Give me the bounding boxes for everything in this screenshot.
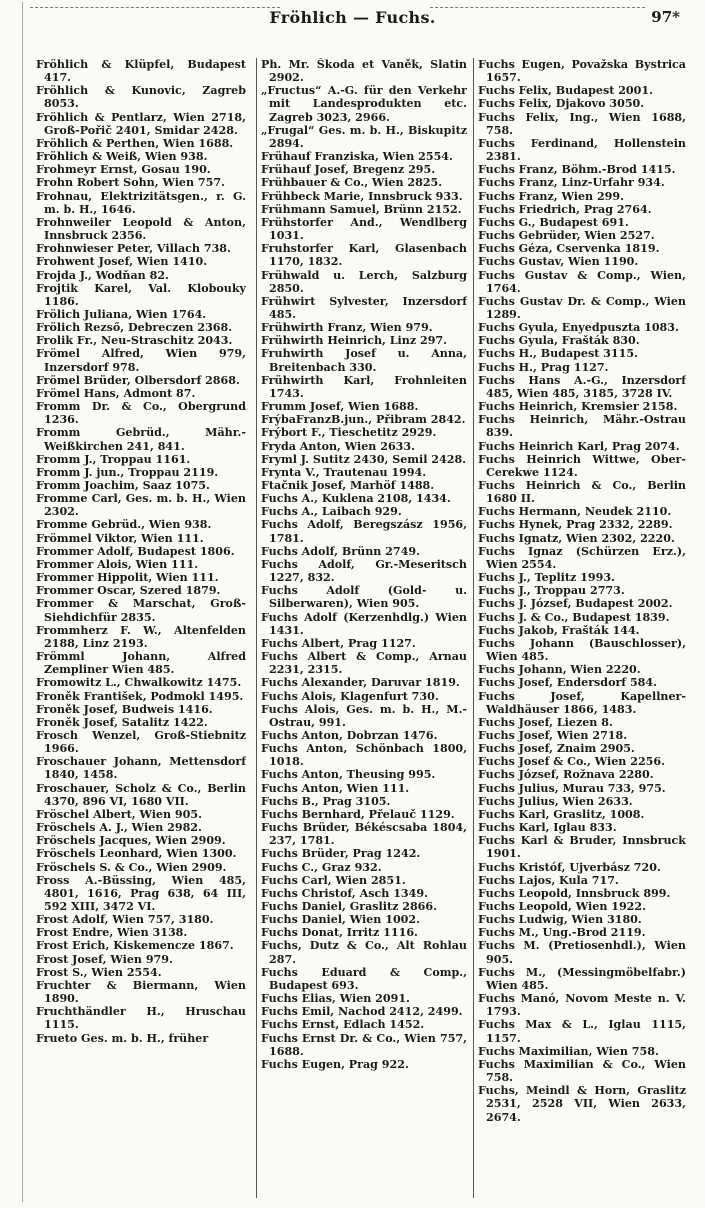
directory-entry: Fromm Gebrüd., Mähr.-Weißkirchen 241, 841.	[36, 426, 246, 453]
directory-entry: Fuchs Anton, Schönbach 1800, 1018.	[261, 742, 467, 769]
directory-entry: „Fructus“ A.-G. für den Verkehr mit Landesprodukten etc. Zagreb 3023, 2966.	[261, 84, 467, 124]
directory-entry: Fuchs Felix, Ing., Wien 1688, 758.	[478, 110, 686, 137]
directory-entry: Frueto Ges. m. b. H., früher	[36, 1031, 209, 1045]
directory-entry: Fuchs Adolf (Gold- u. Silberwaren), Wien 905.	[261, 584, 467, 611]
directory-entry: Fuchs Josef, Znaim 2905.	[478, 742, 635, 756]
directory-entry: Froschauer Johann, Mettensdorf 1840, 1458.	[36, 755, 246, 782]
directory-entry: Frühauf Franziska, Wien 2554.	[261, 150, 453, 164]
directory-entry: Fuchs B., Prag 3105.	[261, 794, 391, 808]
directory-entry: Fromm Dr. & Co., Obergrund 1236.	[36, 400, 246, 427]
directory-entry: Frynta V., Trautenau 1994.	[261, 465, 427, 479]
directory-entry: Fuchs Adolf, Beregszász 1956, 1781.	[261, 518, 467, 545]
directory-entry: Frömel Brüder, Olbersdorf 2868.	[36, 373, 240, 387]
directory-entry: Frühauf Josef, Bregenz 295.	[261, 163, 436, 177]
page-header	[0, 0, 705, 40]
directory-entry: Fuchs Christof, Asch 1349.	[261, 886, 428, 900]
directory-entry: Frühbauer & Co., Wien 2825.	[261, 176, 443, 190]
directory-entry: Fromowitz L., Chwalkowitz 1475.	[36, 676, 242, 690]
directory-entry: Fröschels A. J., Wien 2982.	[36, 821, 202, 835]
directory-entry: Fuchs Franz, Wien 299.	[478, 189, 624, 203]
directory-entry: Fuchs Karl, Iglau 833.	[478, 821, 617, 835]
directory-entry: Fuchs Max & L., Iglau 1115, 1157.	[478, 1018, 686, 1045]
directory-entry: Frömel Hans, Admont 87.	[36, 386, 196, 400]
directory-entry: Fuchs Heinrich Karl, Prag 2074.	[478, 439, 680, 453]
directory-entry: Fuchs A., Kuklena 2108, 1434.	[261, 492, 451, 506]
directory-entry: Fuchs Friedrich, Prag 2764.	[478, 202, 652, 216]
directory-entry: Fuchs Alexander, Daruvar 1819.	[261, 676, 460, 690]
directory-entry: Fuchs Eugen, Prag 922.	[261, 1057, 409, 1071]
directory-entry: Fuchs J., Troppau 2773.	[478, 584, 625, 598]
directory-entry: Frommer Oscar, Szered 1879.	[36, 584, 221, 598]
page-title: Fröhlich — Fuchs.	[269, 8, 436, 27]
directory-entry: Fuchs M., Ung.-Brod 2119.	[478, 926, 646, 940]
directory-entry: Fuchs Ernst, Edlach 1452.	[261, 1018, 425, 1032]
directory-entry: Fuchs C., Graz 932.	[261, 860, 382, 874]
directory-entry: Frost Endre, Wien 3138.	[36, 926, 188, 940]
directory-entry: Fuchs Anton, Dobrzan 1476.	[261, 728, 438, 742]
directory-entry: Fuchs Josef & Co., Wien 2256.	[478, 755, 665, 769]
directory-entry: Fuchs Johann (Bauschlosser), Wien 485.	[478, 636, 686, 664]
directory-entry: Fuchs Adolf, Gr.-Meseritsch 1227, 832.	[261, 557, 467, 585]
directory-entry: Fuchs, Dutz & Co., Alt Rohlau 287.	[261, 939, 467, 966]
directory-entry: Frommer Hippolit, Wien 111.	[36, 571, 219, 585]
directory-entry: Fuchs Anton, Wien 111.	[261, 781, 410, 795]
directory-entry: Fuchs Brüder, Békéscsaba 1804, 237, 1781.	[261, 821, 467, 848]
directory-entry: Fuchs Josef, Wien 2718.	[478, 728, 628, 742]
directory-entry: Fuchs Johann, Wien 2220.	[478, 663, 641, 677]
directory-entry: Frost Josef, Wien 979.	[36, 952, 173, 966]
directory-entry: Frühwirt Sylvester, Inzersdorf 485.	[261, 294, 467, 321]
directory-entry: Fruchthändler H., Hruschau 1115.	[36, 1005, 246, 1032]
directory-entry: Ftačnik Josef, Marhöf 1488.	[261, 479, 435, 492]
directory-entry: Frost Adolf, Wien 757, 3180.	[36, 913, 214, 927]
directory-entry: Fuchs Julius, Wien 2633.	[478, 794, 633, 808]
directory-entry: Fuchs Adolf, Brünn 2749.	[261, 544, 420, 558]
directory-entry: Fuchs Carl, Wien 2851.	[261, 873, 406, 887]
directory-entry: Froněk Josef, Budweis 1416.	[36, 702, 213, 716]
directory-entry: Fromm J. jun., Troppau 2119.	[36, 465, 219, 479]
directory-entry: Fuchs Albert & Comp., Arnau 2231, 2315.	[261, 650, 467, 677]
directory-entry: Fuchs Emil, Nachod 2412, 2499.	[261, 1005, 463, 1019]
directory-entry: Fröhlich & Klüpfel, Budapest 417.	[36, 58, 246, 85]
directory-entry: Fuchs Kristóf, Ujverbász 720.	[478, 860, 661, 874]
directory-entry: Fuchs Ludwig, Wien 3180.	[478, 913, 642, 927]
directory-entry: Fuchs Eugen, Považska Bystrica 1657.	[478, 58, 686, 85]
directory-entry: Fuchs, Meindl & Horn, Graslitz 2531, 2528 VII, Wien 2633, 2674.	[478, 1084, 686, 1124]
directory-entry: Fuchs Daniel, Wien 1002.	[261, 913, 420, 927]
directory-entry: Fuchs Gyula, Enyedpuszta 1083.	[478, 321, 679, 335]
directory-entry: FrýbaFranzB.jun., Přibram 2842.	[261, 413, 466, 427]
directory-entry: Fuchs Heinrich, Mähr.-Ostrau 839.	[478, 413, 686, 440]
directory-entry: Fuchs Karl, Graslitz, 1008.	[478, 807, 645, 821]
directory-entry: Froschauer, Scholz & Co., Berlin 4370, 896 VI, 1680 VII.	[36, 781, 246, 808]
directory-entry: Fröschels Leonhard, Wien 1300.	[36, 847, 237, 861]
directory-entry: Fuchs A., Laibach 929.	[261, 505, 402, 519]
directory-entry: Frölich Juliana, Wien 1764.	[36, 307, 207, 321]
directory-entry: Frost Erich, Kiskemencze 1867.	[36, 939, 234, 953]
directory-entry: Fuchs Elias, Wien 2091.	[261, 992, 410, 1006]
directory-entry: Fuchs Hynek, Prag 2332, 2289.	[478, 518, 673, 532]
directory-entry: Fuchs H., Prag 1127.	[478, 360, 609, 374]
directory-entry: Fryml J. Sutitz 2430, Semil 2428.	[261, 452, 467, 466]
directory-entry: Fröschels Jacques, Wien 2909.	[36, 834, 226, 848]
directory-entry: Fuchs Josef, Liezen 8.	[478, 715, 613, 729]
directory-entry: „Frugal“ Ges. m. b. H., Biskupitz 2894.	[261, 123, 467, 150]
directory-entry: Fuchs Josef, Endersdorf 584.	[478, 676, 657, 690]
directory-entry: Frosch Wenzel, Groß-Stiebnitz 1966.	[36, 728, 246, 756]
directory-entry: Fuchs Felix, Budapest 2001.	[478, 84, 653, 98]
directory-entry: Frojda J., Wodňan 82.	[36, 268, 169, 282]
directory-entry: Fromm J., Troppau 1161.	[36, 452, 191, 466]
directory-entry: Fuchs Gustav & Comp., Wien, 1764.	[478, 268, 686, 295]
directory-entry: Frohmeyr Ernst, Gosau 190.	[36, 163, 211, 177]
directory-column-3	[473, 58, 686, 1198]
directory-entry: Fuchs Leopold, Innsbruck 899.	[478, 886, 671, 900]
directory-entry: Fuchs Gustav Dr. & Comp., Wien 1289.	[478, 294, 686, 321]
directory-entry: Fuchs Hans A.-G., Inzersdorf 485, Wien 485, 3185, 3728 IV.	[478, 373, 686, 400]
directory-entry: Frost S., Wien 2554.	[36, 965, 162, 979]
directory-entry: Frühstorfer And., Wendlberg 1031.	[261, 215, 467, 243]
directory-entry: Frömmel Viktor, Wien 111.	[36, 531, 204, 545]
directory-entry: Frömml Johann, Alfred Zempliner Wien 485.	[36, 650, 246, 677]
directory-entry: Fuchs M., (Messingmöbelfabr.) Wien 485.	[478, 965, 686, 992]
directory-entry: Fuchs Adolf (Kerzenhdlg.) Wien 1431.	[261, 610, 467, 637]
directory-entry: Fuchs Géza, Cservenka 1819.	[478, 242, 660, 256]
directory-entry: Frojtik Karel, Val. Klobouky 1186.	[36, 281, 246, 308]
directory-entry: Fuchs Karl & Bruder, Innsbruck 1901.	[478, 834, 686, 861]
directory-entry: Fuchs Bernhard, Přelauč 1129.	[261, 807, 455, 821]
directory-entry: Fross A.-Büssing, Wien 485, 4801, 1616, Prag 638, 64 III, 592 XIII, 3472 VI.	[36, 873, 246, 913]
directory-entry: Fromm Joachim, Saaz 1075.	[36, 479, 210, 492]
directory-entry: Frohwent Josef, Wien 1410.	[36, 255, 208, 269]
directory-entry: Fuchs Alois, Ges. m. b. H., M.-Ostrau, 991.	[261, 702, 467, 729]
directory-entry: Frohnau, Elektrizitätsgen., r. G. m. b. H., 1646.	[36, 189, 246, 216]
directory-entry: Frolik Fr., Neu-Straschitz 2043.	[36, 334, 233, 348]
directory-entry: Fuchs Brüder, Prag 1242.	[261, 847, 421, 861]
directory-entry: Fuchs J. József, Budapest 2002.	[478, 597, 673, 611]
directory-entry: Fuchs Heinrich Wittwe, Ober-Cerekwe 1124.	[478, 452, 686, 479]
directory-entry: Fröhlich & Pentlarz, Wien 2718, Groß-Pořič 2401, Smidar 2428.	[36, 110, 246, 137]
directory-entry: Fuchs Ernst Dr. & Co., Wien 757, 1688.	[261, 1031, 467, 1058]
directory-entry: Frumm Josef, Wien 1688.	[261, 400, 419, 414]
directory-entry: Fruhstorfer Karl, Glasenbach 1170, 1832.	[261, 242, 467, 269]
directory-entry: Fröhlich & Weiß, Wien 938.	[36, 150, 208, 164]
directory-entry: Fuchs Eduard & Comp., Budapest 693.	[261, 965, 467, 992]
directory-entry: Fuchs G., Budapest 691.	[478, 215, 629, 229]
directory-entry: Frühwirth Franz, Wien 979.	[261, 321, 433, 335]
directory-entry: Fuchs Franz, Böhm.-Brod 1415.	[478, 163, 676, 177]
directory-entry: Frommer Adolf, Budapest 1806.	[36, 544, 235, 558]
directory-entry: Frühbeck Marie, Innsbruck 933.	[261, 189, 463, 203]
directory-entry: Fruchter & Biermann, Wien 1890.	[36, 978, 246, 1006]
directory-entry: Fuchs Gyula, Frašták 830.	[478, 334, 640, 348]
directory-entry: Fuchs Maximilian & Co., Wien 758.	[478, 1057, 686, 1085]
directory-entry: Fuchs Ignaz (Schürzen Erz.), Wien 2554.	[478, 544, 686, 571]
directory-entry: Fröschels S. & Co., Wien 2909.	[36, 860, 227, 874]
directory-entry: Frohnwieser Peter, Villach 738.	[36, 242, 231, 256]
directory-entry: Fuchs Franz, Linz-Urfahr 934.	[478, 176, 665, 190]
directory-entry: Fuchs Anton, Theusing 995.	[261, 768, 436, 782]
directory-entry: Frommherz F. W., Altenfelden 2188, Linz 2193.	[36, 623, 246, 650]
directory-entry: Fröhlich & Perthen, Wien 1688.	[36, 136, 234, 150]
directory-entry: Fromme Carl, Ges. m. b. H., Wien 2302.	[36, 492, 246, 519]
directory-entry: Fuchs Gebrüder, Wien 2527.	[478, 229, 655, 243]
directory-entry: Fuchs M. (Pretiosenhdl.), Wien 905.	[478, 939, 686, 966]
directory-entry: Fuchs Daniel, Graslitz 2866.	[261, 900, 437, 913]
directory-entry: Fuchs Jakob, Frašták 144.	[478, 623, 640, 637]
directory-entry: Fuchs József, Rožnava 2280.	[478, 768, 654, 782]
directory-entry: Frommer & Marschat, Groß-Siehdichfür 2835.	[36, 597, 246, 624]
directory-entry: Frühwald u. Lerch, Salzburg 2850.	[261, 268, 467, 295]
directory-entry: Fuchs Gustav, Wien 1190.	[478, 255, 639, 269]
directory-entry: Ph. Mr. Škoda et Vaněk, Slatin 2902.	[261, 58, 467, 85]
directory-entry: Frýbort F., Tieschetitz 2929.	[261, 426, 437, 440]
directory-entry: Frömel Alfred, Wien 979, Inzersdorf 978.	[36, 347, 246, 374]
directory-entry: Fuchs Leopold, Wien 1922.	[478, 900, 646, 913]
directory-entry: Fuchs Ignatz, Wien 2302, 2220.	[478, 531, 675, 545]
directory-entry: Fuchs Felix, Djakovo 3050.	[478, 97, 645, 111]
directory-column-1	[36, 58, 246, 1198]
directory-entry: Fuchs Ferdinand, Hollenstein 2381.	[478, 136, 686, 164]
directory-entry: Fryda Anton, Wien 2633.	[261, 439, 415, 453]
directory-entry: Fuchs Maximilian, Wien 758.	[478, 1044, 659, 1058]
directory-entry: Fromme Gebrüd., Wien 938.	[36, 518, 212, 532]
directory-entry: Frohnweiler Leopold & Anton, Innsbruck 2356.	[36, 215, 246, 243]
directory-entry: Fuchs Lajos, Kula 717.	[478, 873, 619, 887]
directory-entry: Fröhlich & Kunovic, Zagreb 8053.	[36, 84, 246, 111]
directory-entry: Fuchs Heinrich & Co., Berlin 1680 II.	[478, 479, 686, 506]
directory-entry: Frühwirth Heinrich, Linz 297.	[261, 334, 448, 348]
directory-entry: Frommer Alois, Wien 111.	[36, 557, 199, 571]
directory-entry: Frühwirth Karl, Frohnleiten 1743.	[261, 373, 467, 400]
directory-entry: Fuchs Hermann, Neudek 2110.	[478, 505, 672, 519]
directory-entry: Fuchs Julius, Murau 733, 975.	[478, 781, 666, 795]
directory-entry: Frohn Robert Sohn, Wien 757.	[36, 176, 225, 190]
directory-entry: Froněk Josef, Satalitz 1422.	[36, 715, 208, 729]
directory-entry: Fuchs J. & Co., Budapest 1839.	[478, 610, 670, 624]
directory-entry: Frölich Rezső, Debreczen 2368.	[36, 321, 233, 335]
directory-entry: Frühmann Samuel, Brünn 2152.	[261, 202, 462, 216]
directory-entry: Fuchs Albert, Prag 1127.	[261, 636, 416, 650]
directory-entry: Fuchs J., Teplitz 1993.	[478, 571, 615, 585]
directory-entry: Froněk František, Podmokl 1495.	[36, 689, 244, 703]
page-number: 97*	[651, 8, 680, 26]
directory-entry: Fuchs H., Budapest 3115.	[478, 347, 638, 361]
directory-entry: Fuchs Donat, Irritz 1116.	[261, 926, 418, 940]
directory-entry: Fuchs Alois, Klagenfurt 730.	[261, 689, 439, 703]
directory-column-2	[256, 58, 467, 1198]
directory-entry: Fuchs Josef, Kapellner-Waldhäuser 1866, 1483.	[478, 689, 686, 716]
directory-entry: Fuchs Heinrich, Kremsier 2158.	[478, 400, 678, 414]
directory-entry: Fröschel Albert, Wien 905.	[36, 807, 202, 821]
directory-entry: Fruhwirth Josef u. Anna, Breitenbach 330.	[261, 347, 467, 374]
page-left-edge	[22, 2, 23, 1202]
directory-entry: Fuchs Manó, Novom Meste n. V. 1793.	[478, 992, 686, 1019]
